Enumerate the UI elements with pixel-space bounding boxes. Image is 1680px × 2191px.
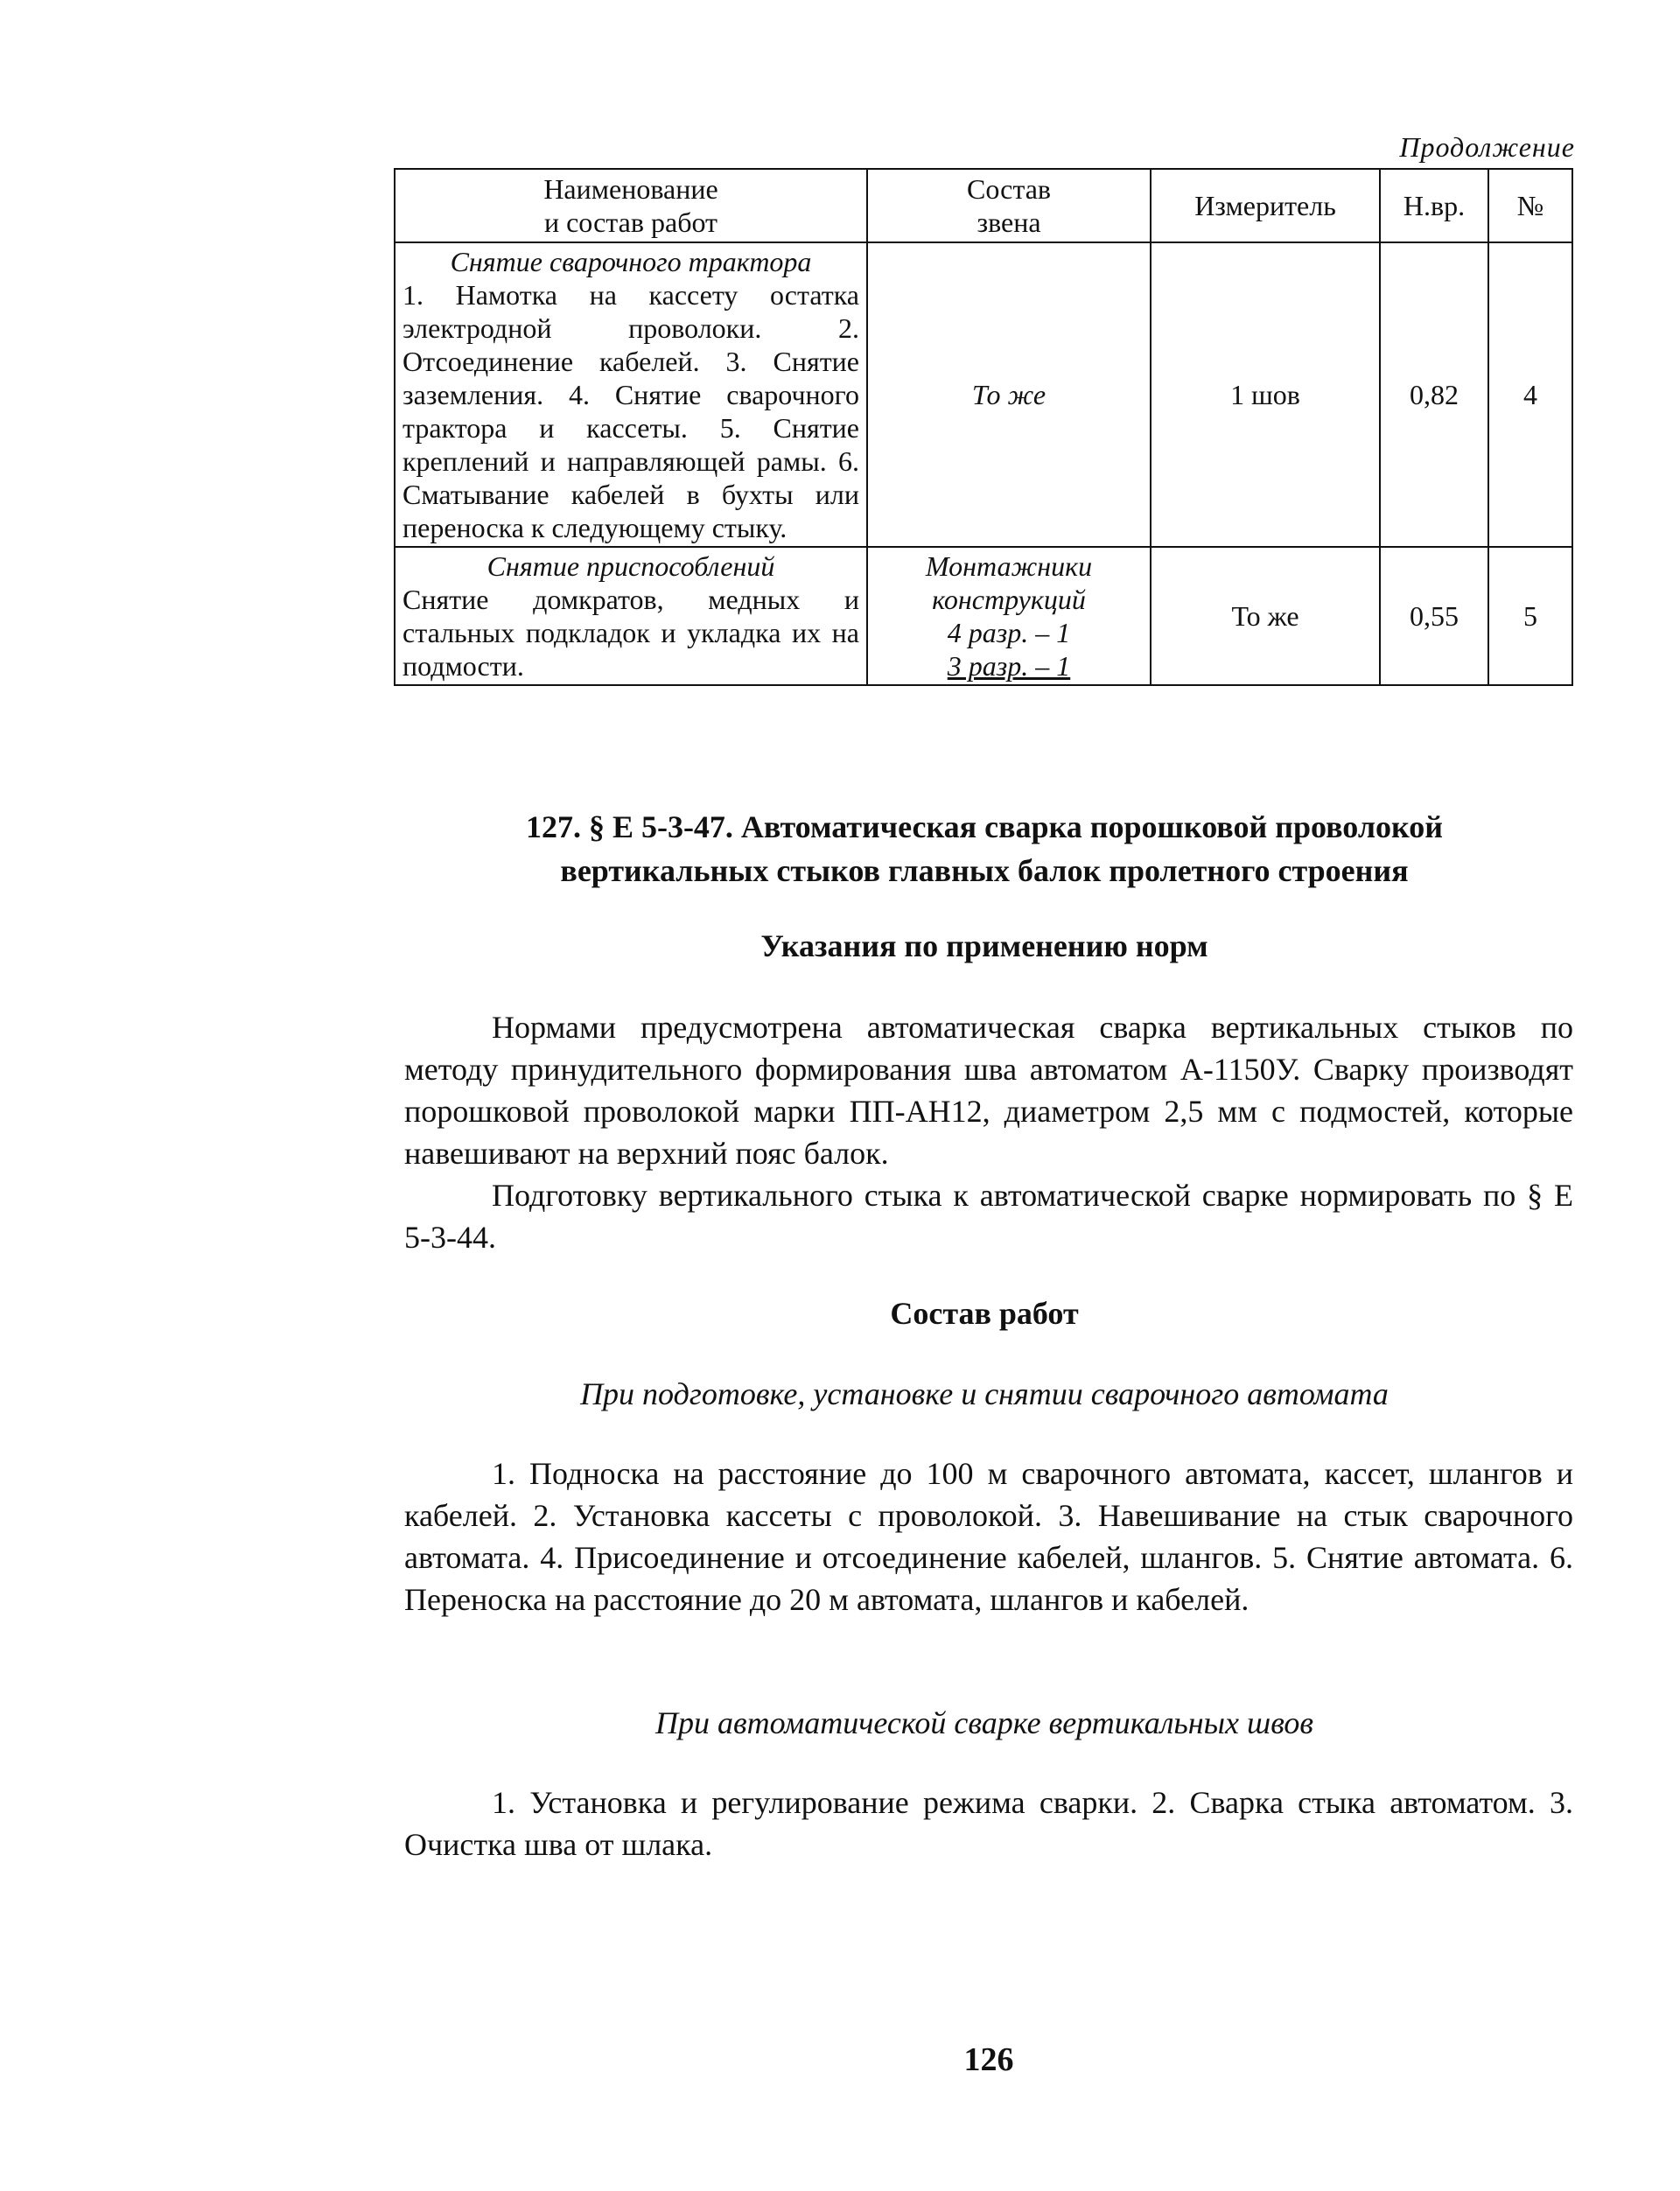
- row-work-description: 1. Намотка на кассету остатка электродной проволоки. 2. Отсоединение кабелей. 3. Снятие заземления. 4. Снятие сварочного трактора и кассеты. 5. Снятие креплений и направляющей рамы. 6. Сматывание кабелей в бухты или переноска к следующему стыку.: [402, 279, 859, 543]
- section-title: [394, 805, 1575, 892]
- header-number: №: [1488, 169, 1572, 242]
- row-unit: 1 шов: [1151, 242, 1380, 547]
- row-work-description: Снятие домкратов, медных и стальных подкладок и укладка их на подмости.: [402, 584, 859, 682]
- table-row: [395, 547, 1572, 685]
- row-crew: То же: [867, 242, 1151, 547]
- row-work-cell: [395, 547, 867, 685]
- row-number: 4: [1488, 242, 1572, 547]
- work-subheading-2: При автоматической сварке вертикальных швов: [655, 1705, 1313, 1740]
- row-crew-grade-3: 3 разр. – 1: [947, 650, 1071, 682]
- page-number: 126: [963, 2041, 1014, 2078]
- guidelines-paragraph-2: Подготовку вертикального стыка к автоматической сварке нормировать по § Е 5-3-44.: [404, 1178, 1573, 1255]
- guidelines-paragraph-1: Нормами предусмотрена автоматическая сварка вертикальных стыков по методу принудительного формирования шва автоматом А-1150У. Сварку производят порошковой проволокой марки ПП-АН12, диаметром 2,5 мм с подмостей, которые навешивают на верхний пояс балок.: [404, 1010, 1573, 1171]
- row-crew-grade-4: 4 разр. – 1: [947, 617, 1071, 648]
- row-number: 5: [1488, 547, 1572, 685]
- row-unit: То же: [1151, 547, 1380, 685]
- work-heading: Состав работ: [890, 1296, 1079, 1331]
- row-norm: 0,55: [1380, 547, 1488, 685]
- header-name: Наименование и состав работ: [395, 169, 867, 242]
- work-paragraph-2: 1. Установка и регулирование режима сварки. 2. Сварка стыка автоматом. 3. Очистка шва от шлака.: [404, 1785, 1573, 1862]
- row-crew-cell: [867, 547, 1151, 685]
- work-subheading-1: При подготовке, установке и снятии сварочного автомата: [580, 1376, 1389, 1411]
- row-work-cell: [395, 242, 867, 547]
- table-row: [395, 242, 1572, 547]
- header-norm: Н.вр.: [1380, 169, 1488, 242]
- row-work-title: Снятие сварочного трактора: [450, 246, 812, 277]
- norms-table: [394, 168, 1573, 686]
- row-work-title: Снятие приспособлений: [486, 550, 775, 582]
- row-crew-title: Монтажники конструкций: [925, 550, 1093, 615]
- work-paragraph-1: 1. Подноска на расстояние до 100 м сварочного автомата, кассет, шлангов и кабелей. 2. Установка кассеты с проволокой. 3. Навешивание на стык сварочного автомата. 4. Присоединение и отсоединение кабелей, шлангов. 5. Снятие автомата. 6. Переноска на расстояние до 20 м автомата, шлангов и кабелей.: [404, 1456, 1573, 1617]
- table-header-row: [395, 169, 1572, 242]
- section-title-line-1: 127. § Е 5-3-47. Автоматическая сварка порошковой проволокой: [525, 809, 1444, 844]
- section-title-line-2: вертикальных стыков главных балок пролетного строения: [560, 853, 1409, 888]
- header-unit: Измеритель: [1151, 169, 1380, 242]
- continuation-label: Продолжение: [1399, 131, 1575, 163]
- header-crew: Состав звена: [867, 169, 1151, 242]
- row-norm: 0,82: [1380, 242, 1488, 547]
- guidelines-heading: Указания по применению норм: [760, 928, 1208, 963]
